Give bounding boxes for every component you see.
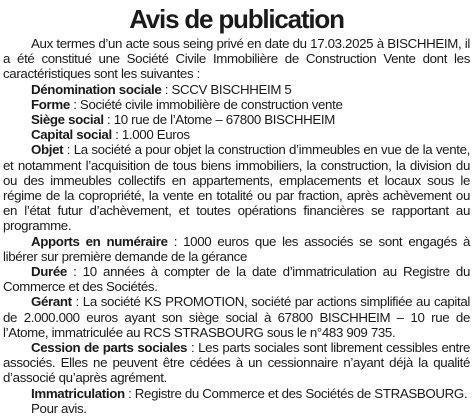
intro-paragraph: Aux termes d’un acte sous seing privé en date du 17.03.2025 à BISCHHEIM, il a été constitué une Société Civile Immobilière de Construction Vente dont les caractéristiques sont les suivantes : bbox=[3, 36, 470, 82]
gerant-paragraph bbox=[3, 294, 470, 340]
cession-value: : Les parts sociales sont librement cessibles entre associés. Elles ne peuvent être cédées à un cessionnaire n’ayant déjà la qualité d’associé qu’après agrément. bbox=[3, 340, 470, 386]
duree-label: Durée bbox=[31, 264, 67, 280]
apports-label: Apports en numéraire bbox=[31, 233, 168, 249]
forme-label: Forme bbox=[31, 96, 70, 112]
objet-paragraph bbox=[3, 142, 470, 233]
apports-value: : 1000 euros que les associés se sont engagés à libérer sur première demande de la gérance bbox=[3, 233, 471, 264]
gerant-label: Gérant bbox=[31, 294, 72, 310]
denomination-value: : SCCV BISCHHEIM 5 bbox=[161, 81, 292, 97]
capital-line bbox=[3, 127, 470, 142]
forme-value: : Société civile immobilière de construction vente bbox=[69, 96, 343, 112]
denomination-label: Dénomination sociale bbox=[31, 81, 162, 97]
apports-paragraph bbox=[3, 234, 470, 264]
forme-line bbox=[3, 97, 470, 112]
immatriculation-value: : Registre du Commerce et des Sociétés de STRASBOURG. bbox=[124, 385, 468, 401]
immatriculation-line bbox=[3, 386, 470, 401]
objet-value: : La société a pour objet la construction d’immeubles en vue de la vente, et notamment l’acquisition de tous biens immobiliers, la construction, la division du ou des immeubles collectifs en appartements, emplacements et locaux sous le régime de la copropriété, la vente en totalité ou par fraction, après achèvement ou en l’état futur d’achèvement, et toutes opérations financières se rapportant au programme. bbox=[3, 142, 470, 234]
cession-label: Cession de parts sociales bbox=[31, 340, 188, 356]
siege-line bbox=[3, 112, 470, 127]
denomination-line bbox=[3, 82, 470, 97]
siege-label: Siège social bbox=[31, 112, 104, 128]
capital-label: Capital social bbox=[31, 127, 112, 143]
closing-line: Pour avis. bbox=[31, 400, 87, 416]
siege-value: : 10 rue de l’Atome – 67800 BISCHHEIM bbox=[103, 112, 336, 128]
duree-value: : 10 années à compter de la date d’immatriculation au Registre du Commerce et des Sociétés. bbox=[3, 264, 470, 295]
objet-label: Objet bbox=[31, 142, 64, 158]
capital-value: : 1.000 Euros bbox=[111, 127, 190, 143]
immatriculation-label: Immatriculation bbox=[31, 385, 125, 401]
notice-title: Avis de publication bbox=[129, 4, 344, 34]
cession-paragraph bbox=[3, 340, 470, 386]
duree-paragraph bbox=[3, 264, 470, 294]
gerant-value: : La société KS PROMOTION, société par actions simplifiée au capital de 2.000.000 euros ayant son siège social à 67800 BISCHHEIM – 10 rue de l’Atome, immatriculée au RCS STRASBOURG sous le n°483 909 735. bbox=[3, 294, 470, 340]
